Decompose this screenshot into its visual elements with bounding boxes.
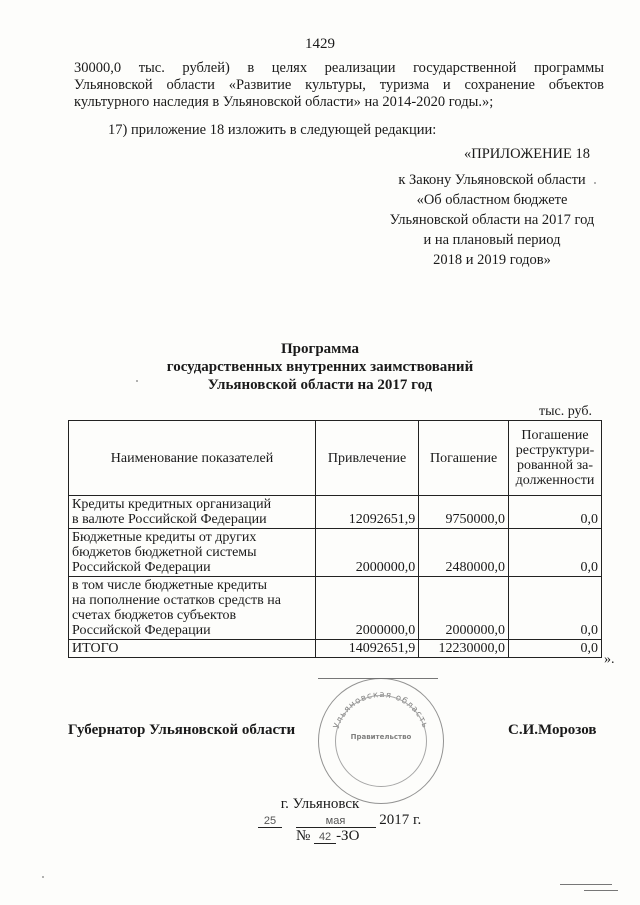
title-line: Программа — [281, 341, 359, 357]
law-number-prefix: № — [296, 828, 311, 844]
header-name: Наименование показателей — [69, 421, 316, 496]
row-restructured: 0,0 — [509, 577, 602, 640]
row-restructured: 0,0 — [509, 529, 602, 577]
date-year: 2017 г. — [379, 812, 422, 828]
scan-mark — [584, 890, 618, 891]
row-repayment: 9750000,0 — [419, 496, 509, 529]
header-repayment: Погашение — [419, 421, 509, 496]
scan-speck — [136, 380, 138, 382]
scan-speck — [42, 876, 44, 878]
signatory-position: Губернатор Ульяновской области — [68, 722, 296, 738]
scan-mark — [560, 884, 612, 885]
law-number-value: 42 — [314, 831, 336, 844]
table-row — [69, 496, 602, 529]
appendix-line: к Закону Ульяновской области — [398, 172, 586, 188]
table-row — [69, 577, 602, 640]
city-line: г. Ульяновск — [280, 796, 360, 812]
official-seal — [318, 678, 444, 804]
header-borrowing: Привлечение — [316, 421, 419, 496]
row-borrowing: 2000000,0 — [316, 529, 419, 577]
title-line: государственных внутренних заимствований — [166, 359, 474, 375]
row-repayment: 2000000,0 — [419, 577, 509, 640]
appendix-line: «Об областном бюджете — [416, 192, 568, 208]
law-number-line — [296, 828, 359, 845]
borrowing-table — [68, 420, 602, 658]
row-restructured: 0,0 — [509, 640, 602, 658]
table-total-row — [69, 640, 602, 658]
row-restructured: 0,0 — [509, 496, 602, 529]
seal-ring-text: Ульяновская область — [331, 689, 431, 731]
paragraph-line: культурного наследия в Ульяновской области» на 2014-2020 годы.»; — [74, 94, 494, 110]
paragraph-line: Ульяновской области «Развитие культуры, туризма и сохранение объектов — [74, 77, 604, 93]
appendix-title: «ПРИЛОЖЕНИЕ 18 — [464, 146, 590, 162]
paragraph-line: 30000,0 тыс. рублей) в целях реализации государственной программы — [74, 60, 604, 76]
date-day: 25 — [258, 815, 282, 828]
row-repayment: 12230000,0 — [419, 640, 509, 658]
seal-inner-circle — [335, 695, 427, 787]
appendix-line: Ульяновской области на 2017 год — [389, 212, 595, 228]
row-name: в том числе бюджетные кредиты на пополнение остатков средств на счетах бюджетов субъектов Российской Федерации — [69, 577, 316, 640]
row-name: Бюджетные кредиты от других бюджетов бюджетной системы Российской Федерации — [69, 529, 316, 577]
row-borrowing: 2000000,0 — [316, 577, 419, 640]
signatory-name: С.И.Морозов — [508, 722, 597, 738]
row-name: ИТОГО — [69, 640, 316, 658]
appendix-line: 2018 и 2019 годов» — [433, 252, 551, 268]
closing-quote: ». — [604, 652, 615, 667]
title-line: Ульяновской области на 2017 год — [207, 377, 433, 393]
appendix-header — [380, 146, 604, 272]
row-borrowing: 12092651,9 — [316, 496, 419, 529]
scan-speck — [594, 182, 596, 184]
table-row — [69, 529, 602, 577]
paragraph-continuation — [74, 60, 604, 94]
date-line — [258, 812, 421, 829]
item-17-text: 17) приложение 18 изложить в следующей редакции: — [108, 122, 437, 138]
appendix-line: и на плановый период — [423, 232, 561, 248]
row-name: Кредиты кредитных организаций в валюте Российской Федерации — [69, 496, 316, 529]
header-restructured: Погашение реструктури- рованной за- долженности — [509, 421, 602, 496]
row-repayment: 2480000,0 — [419, 529, 509, 577]
law-number-suffix: -ЗО — [336, 828, 360, 844]
date-month: мая — [296, 815, 376, 828]
paragraph-last-line-wrap — [74, 94, 604, 111]
units-label: тыс. руб. — [539, 404, 592, 419]
row-borrowing: 14092651,9 — [316, 640, 419, 658]
document-title — [0, 340, 640, 394]
page-number: 1429 — [305, 36, 335, 52]
seal-center-text: Правительство — [350, 733, 412, 741]
table-header-row — [69, 421, 602, 496]
